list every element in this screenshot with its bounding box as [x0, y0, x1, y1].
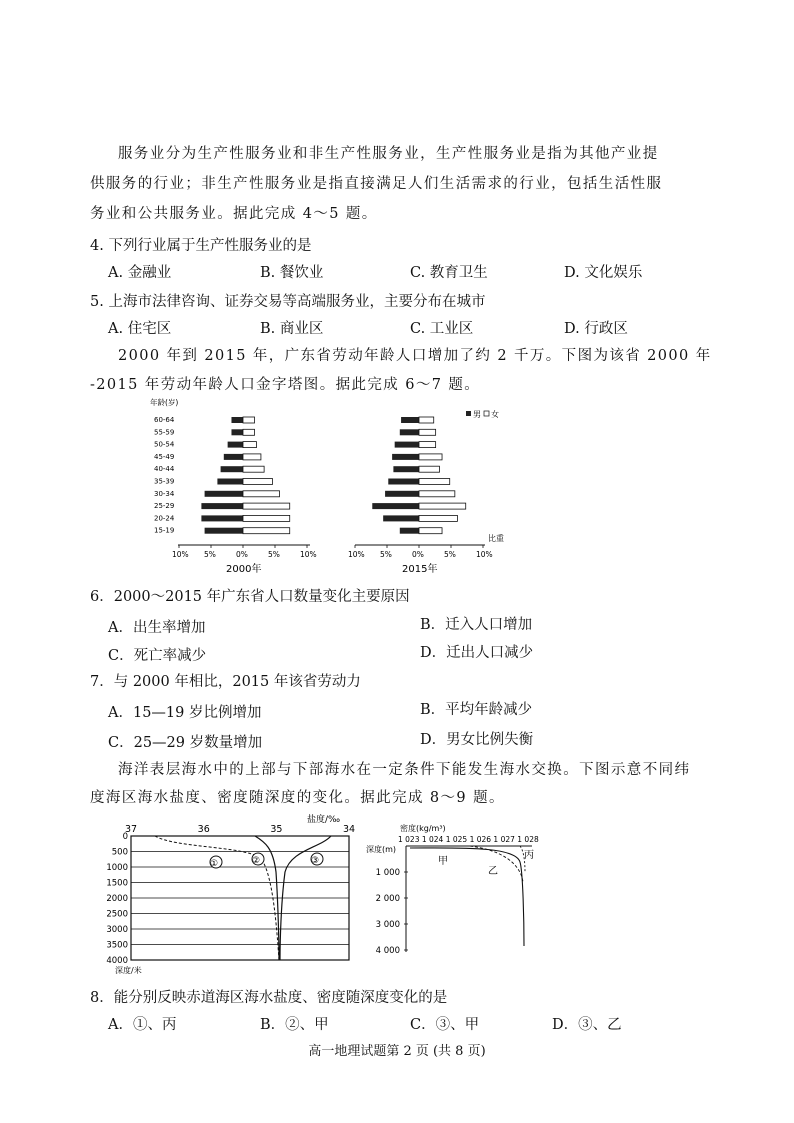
passage1-line2: 供服务的行业；非生产性服务业是指直接满足人们生活需求的行业，包括生活性服: [90, 176, 663, 192]
density-depth-label: 深度(m): [366, 845, 397, 854]
q7-option-d[interactable]: D．男女比例失衡: [420, 732, 534, 748]
density-axis-label: 密度(kg/m³): [400, 824, 446, 833]
bar-2000-female-35-39: [243, 479, 272, 485]
tick-label-2015-1: 5%: [380, 550, 392, 559]
q8-option-a[interactable]: A．①、丙: [108, 1017, 177, 1033]
caption-2015: 2015年: [402, 564, 438, 575]
age-label-40-44: 40-44: [154, 465, 175, 474]
bar-2000-male-15-19: [205, 528, 243, 534]
bar-2015-male-60-64: [401, 417, 419, 423]
q8-option-b[interactable]: B．②、甲: [260, 1017, 329, 1033]
bar-2015-male-45-49: [392, 454, 419, 460]
bar-2000-female-20-24: [243, 515, 290, 521]
bar-2015-male-30-34: [385, 491, 419, 497]
bar-2015-male-20-24: [383, 515, 419, 521]
bar-2000-female-50-54: [243, 442, 256, 448]
bar-2015-female-50-54: [419, 442, 436, 448]
bar-2015-female-20-24: [419, 515, 457, 521]
q4-option-b[interactable]: B. 餐饮业: [260, 265, 324, 281]
tick-label-2015-4: 10%: [476, 550, 493, 559]
q8-option-d[interactable]: D．③、乙: [552, 1017, 622, 1033]
tick-label-2000-3: 5%: [268, 550, 280, 559]
q4-stem: 4. 下列行业属于生产性服务业的是: [90, 238, 312, 254]
passage2-line1: 2000 年到 2015 年，广东省劳动年龄人口增加了约 2 千万。下图为该省 2000 年: [118, 348, 712, 364]
salinity-axis-label: 盐度/‰: [307, 815, 341, 825]
depth-tick-2000: 2000: [106, 894, 128, 904]
passage3-line1: 海洋表层海水中的上部与下部海水在一定条件下能发生海水交换。下图示意不同纬: [118, 762, 691, 778]
density-depth-chart: [360, 822, 540, 972]
legend-male-swatch: [466, 411, 471, 416]
density-depth-tick-2: 2 000: [375, 894, 400, 904]
q5-option-a[interactable]: A. 住宅区: [108, 321, 172, 337]
tick-label-2000-4: 10%: [300, 550, 317, 559]
salinity-tick-34: 34: [343, 824, 355, 835]
density-label-jia: 甲: [438, 856, 448, 867]
bar-2000-male-40-44: [221, 466, 243, 472]
tick-label-2000-2: 0%: [236, 550, 248, 559]
salinity-depth-chart: [95, 812, 355, 977]
bar-2000-female-30-34: [243, 491, 279, 497]
age-label-35-39: 35-39: [154, 477, 175, 486]
bar-2015-male-50-54: [395, 442, 419, 448]
q7-option-b[interactable]: B．平均年龄减少: [420, 702, 533, 718]
q4-option-d[interactable]: D. 文化娱乐: [564, 265, 643, 281]
age-label-30-34: 30-34: [154, 489, 175, 498]
density-x-ticks: 1 023 1 024 1 025 1 026 1 027 1 028: [398, 835, 539, 844]
q5-option-d[interactable]: D. 行政区: [564, 321, 628, 337]
q7-stem: 7．与 2000 年相比，2015 年该省劳动力: [90, 674, 361, 690]
population-pyramid-figure: [0, 395, 794, 580]
depth-tick-4000: 4000: [106, 956, 128, 966]
q4-option-a[interactable]: A. 金融业: [108, 265, 172, 281]
bar-2015-male-55-59: [400, 429, 419, 435]
passage3-line2: 度海区海水盐度、密度随深度的变化。据此完成 8～9 题。: [90, 790, 505, 806]
tick-label-2000-1: 5%: [204, 550, 216, 559]
depth-tick-0: 0: [122, 832, 128, 842]
density-label-bing: 丙: [524, 850, 534, 861]
q8-option-c[interactable]: C．③、甲: [410, 1017, 480, 1033]
bar-2015-female-30-34: [419, 491, 455, 497]
q5-option-c[interactable]: C. 工业区: [410, 321, 474, 337]
bar-2015-female-25-29: [419, 503, 466, 509]
bar-2015-female-15-19: [419, 528, 442, 534]
q6-option-d[interactable]: D．迁出人口减少: [420, 645, 534, 661]
density-label-yi: 乙: [488, 866, 498, 877]
bar-2000-male-35-39: [217, 479, 243, 485]
depth-tick-1500: 1500: [106, 878, 128, 889]
curve-label-2: ②: [252, 856, 261, 866]
bar-2000-female-40-44: [243, 466, 264, 472]
q6-option-a[interactable]: A．出生率增加: [108, 620, 206, 636]
bar-2000-male-20-24: [201, 515, 243, 521]
q6-stem: 6．2000～2015 年广东省人口数量变化主要原因: [90, 589, 410, 605]
bar-2015-female-40-44: [419, 466, 439, 472]
caption-2000: 2000年: [226, 564, 262, 575]
bar-2015-female-45-49: [419, 454, 442, 460]
depth-tick-500: 500: [111, 847, 128, 858]
bar-2000-female-25-29: [243, 503, 290, 509]
passage1-line3: 务业和公共服务业。据此完成 4～5 题。: [90, 206, 378, 222]
curve-label-1: ①: [210, 859, 219, 869]
q5-stem: 5. 上海市法律咨询、证券交易等高端服务业，主要分布在城市: [90, 294, 486, 310]
bar-2015-male-35-39: [388, 479, 419, 485]
age-label-20-24: 20-24: [154, 514, 175, 523]
depth-tick-3500: 3500: [106, 940, 128, 951]
q4-option-c[interactable]: C. 教育卫生: [410, 265, 488, 281]
bar-2015-male-25-29: [372, 503, 419, 509]
bar-2000-male-45-49: [224, 454, 243, 460]
bar-2015-male-15-19: [400, 528, 419, 534]
pyramid-age-title: 年龄(岁): [150, 398, 179, 407]
bar-2015-female-55-59: [419, 429, 436, 435]
depth-tick-2500: 2500: [106, 909, 128, 920]
bar-2000-male-30-34: [205, 491, 243, 497]
age-label-50-54: 50-54: [154, 440, 175, 449]
age-label-55-59: 55-59: [154, 428, 175, 437]
tick-label-2015-0: 10%: [348, 550, 365, 559]
curve-label-3: ③: [311, 856, 320, 866]
density-depth-tick-1: 1 000: [375, 868, 400, 878]
age-label-45-49: 45-49: [154, 452, 175, 461]
bar-2000-male-50-54: [228, 442, 243, 448]
legend-male-label: 男: [473, 410, 481, 419]
depth-tick-1000: 1000: [106, 863, 128, 873]
density-curve-jia: [410, 848, 524, 946]
depth-tick-3000: 3000: [106, 925, 128, 935]
axis-label-ratio: 比重: [488, 534, 504, 543]
bar-2000-female-55-59: [243, 429, 255, 435]
tick-label-2000-0: 10%: [172, 550, 189, 559]
q6-option-c[interactable]: C．死亡率减少: [108, 648, 207, 664]
bar-2000-female-15-19: [243, 528, 290, 534]
q6-option-b[interactable]: B．迁入人口增加: [420, 617, 533, 633]
bar-2000-male-60-64: [231, 417, 243, 423]
age-label-60-64: 60-64: [154, 416, 175, 424]
q7-option-a[interactable]: A．15—19 岁比例增加: [108, 705, 262, 721]
age-label-15-19: 15-19: [154, 526, 175, 535]
passage1-line1: 服务业分为生产性服务业和非生产性服务业，生产性服务业是指为其他产业提: [118, 146, 659, 162]
salinity-tick-37: 37: [125, 824, 138, 835]
bar-2000-female-45-49: [243, 454, 261, 460]
bar-2000-female-60-64: [243, 417, 255, 423]
tick-label-2015-3: 5%: [444, 550, 456, 559]
density-depth-tick-4: 4 000: [375, 946, 400, 956]
bar-2000-male-55-59: [231, 429, 243, 435]
tick-label-2015-2: 0%: [412, 550, 424, 559]
legend-female-label: 女: [491, 410, 499, 419]
page-footer: 高一地理试题第 2 页 (共 8 页): [308, 1044, 486, 1059]
q5-option-b[interactable]: B. 商业区: [260, 321, 324, 337]
q7-option-c[interactable]: C．25—29 岁数量增加: [108, 735, 263, 751]
bar-2015-male-40-44: [393, 466, 419, 472]
salinity-tick-35: 35: [270, 824, 283, 835]
legend-female-swatch: [484, 411, 489, 416]
density-depth-tick-3: 3 000: [375, 920, 400, 930]
q8-stem: 8．能分别反映赤道海区海水盐度、密度随深度变化的是: [90, 990, 448, 1006]
bar-2015-female-60-64: [419, 417, 434, 423]
depth-axis-label: 深度/米: [115, 966, 142, 975]
bar-2000-male-25-29: [201, 503, 243, 509]
bar-2015-female-35-39: [419, 479, 450, 485]
salinity-tick-36: 36: [197, 824, 210, 835]
passage2-line2: -2015 年劳动年龄人口金字塔图。据此完成 6～7 题。: [90, 377, 481, 393]
age-label-25-29: 25-29: [154, 502, 175, 511]
